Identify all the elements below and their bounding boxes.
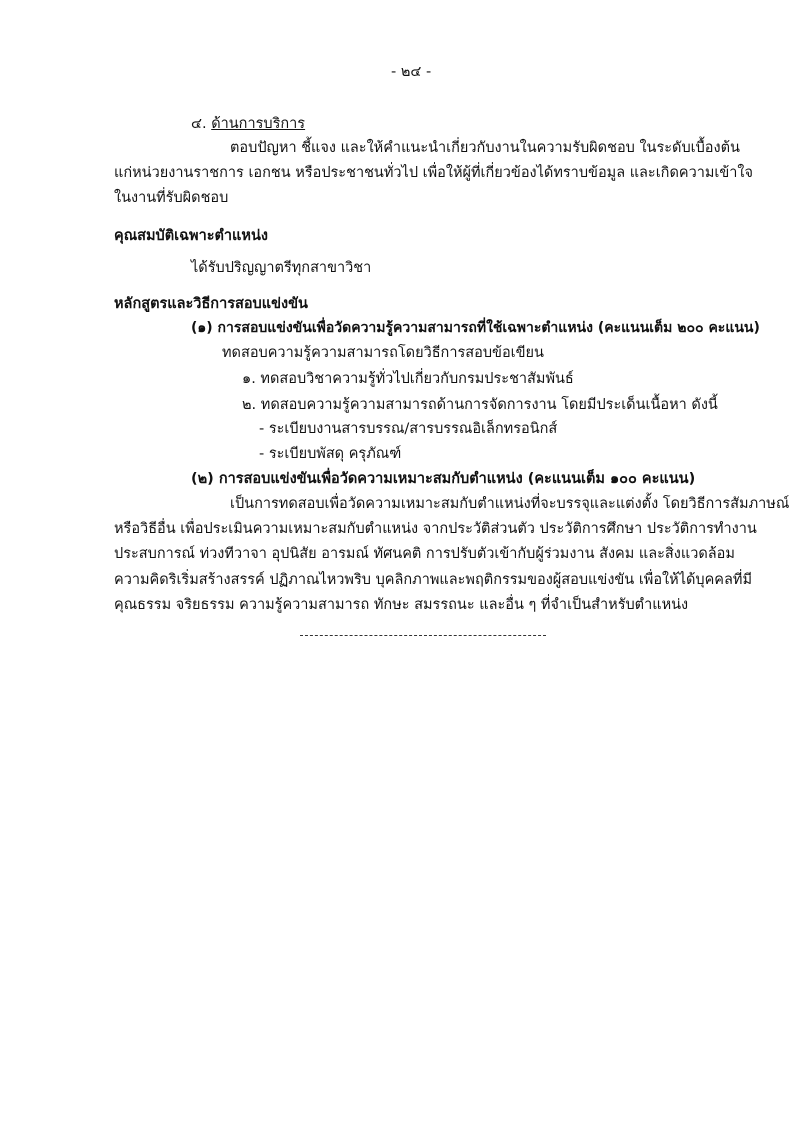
section-4-number: ๔. — [191, 116, 207, 132]
exam-part-1-subitem-1: - ระเบียบงานสารบรรณ/สารบรรณอิเล็กทรอนิกส์ — [259, 421, 558, 437]
exam-part-2-heading: (๒) การสอบแข่งขันเพื่อวัดความเหมาะสมกับตำแหน่ง (คะแนนเต็ม ๑๐๐ คะแนน) — [191, 471, 696, 487]
exam-heading: หลักสูตรและวิธีการสอบแข่งขัน — [114, 296, 308, 312]
exam-part-1-heading: (๑) การสอบแข่งขันเพื่อวัดความรู้ความสามารถที่ใช้เฉพาะตำแหน่ง (คะแนนเต็ม ๒๐๐ คะแนน) — [191, 320, 760, 336]
exam-part-1-subitem-2: - ระเบียบพัสดุ ครุภัณฑ์ — [259, 446, 402, 462]
exam-part-1-item-2: ๒. ทดสอบความรู้ความสามารถด้านการจัดการงาน โดยมีประเด็นเนื้อหา ดังนี้ — [242, 397, 718, 413]
exam-part-2-line-5: คุณธรรม จริยธรรม ความรู้ความสามารถ ทักษะ สมรรถนะ และอื่น ๆ ที่จำเป็นสำหรับตำแหน่ง — [114, 597, 689, 613]
section-4-paragraph-line-1: ตอบปัญหา ชี้แจง และให้คำแนะนำเกี่ยวกับงานในความรับผิดชอบ ในระดับเบื้องต้น — [230, 140, 740, 156]
exam-part-2-line-1: เป็นการทดสอบเพื่อวัดความเหมาะสมกับตำแหน่งที่จะบรรจุและแต่งตั้ง โดยวิธีการสัมภาษณ์ — [230, 496, 790, 512]
section-4-paragraph-line-2: แก่หน่วยงานราชการ เอกชน หรือประชาชนทั่วไป เพื่อให้ผู้ที่เกี่ยวข้องได้ทราบข้อมูล และเกิดความเข้าใจ — [114, 165, 754, 181]
qualifications-text: ได้รับปริญญาตรีทุกสาขาวิชา — [191, 260, 372, 276]
qualifications-heading: คุณสมบัติเฉพาะตำแหน่ง — [114, 228, 268, 244]
exam-part-1-intro: ทดสอบความรู้ความสามารถโดยวิธีการสอบข้อเขียน — [222, 345, 544, 361]
section-4-heading — [191, 114, 305, 134]
section-4-paragraph-line-3: ในงานที่รับผิดชอบ — [114, 190, 229, 206]
exam-part-2-line-4: ความคิดริเริ่มสร้างสรรค์ ปฏิภาณไหวพริบ บุคลิกภาพและพฤติกรรมของผู้สอบแข่งขัน เพื่อให้ได้บุคคลที่มี — [114, 572, 753, 588]
exam-part-2-line-3: ประสบการณ์ ท่วงทีวาจา อุปนิสัย อารมณ์ ทัศนคติ การปรับตัวเข้ากับผู้ร่วมงาน สังคม และสิ่งแวดล้อม — [114, 546, 735, 562]
end-divider — [300, 635, 546, 636]
exam-part-2-line-2: หรือวิธีอื่น เพื่อประเมินความเหมาะสมกับตำแหน่ง จากประวัติส่วนตัว ประวัติการศึกษา ประวัติการทำงาน — [114, 521, 757, 537]
section-4-title: ด้านการบริการ — [211, 116, 306, 132]
exam-part-1-item-1: ๑. ทดสอบวิชาความรู้ทั่วไปเกี่ยวกับกรมประชาสัมพันธ์ — [242, 371, 574, 387]
page-number: - ๒๔ - — [391, 64, 432, 80]
